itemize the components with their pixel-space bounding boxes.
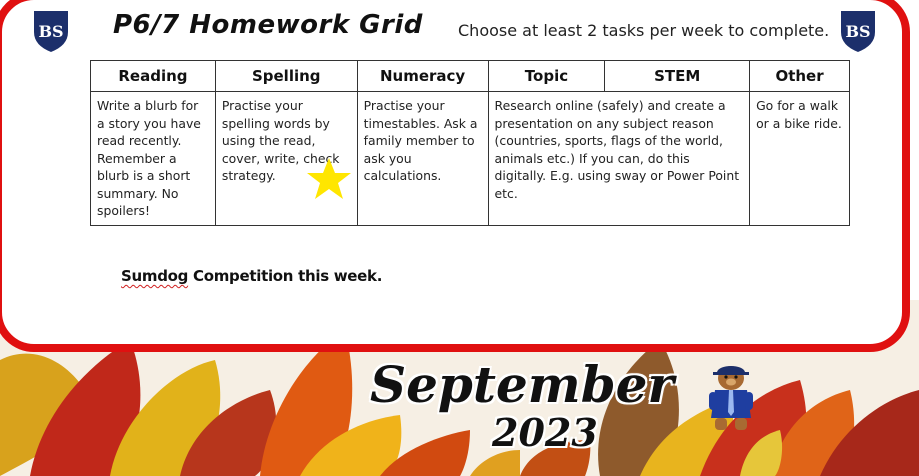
column-header-topic: Topic	[488, 61, 605, 92]
column-header-numeracy: Numeracy	[357, 61, 488, 92]
task-topic-stem: Research online (safely) and create a presentation on any subject reason (countries, sports, flags of the world, animals etc.) If you can, do this digitally. E.g. using sway or Power Point etc.	[488, 92, 750, 226]
column-header-stem: STEM	[605, 61, 750, 92]
instruction-text: Choose at least 2 tasks per week to complete.	[458, 21, 830, 40]
month-heading: September	[370, 355, 674, 414]
task-numeracy: Practise your timestables. Ask a family member to ask you calculations.	[357, 92, 488, 226]
year-heading: 2023	[492, 410, 598, 455]
homework-grid-table	[90, 60, 850, 226]
column-header-other: Other	[750, 61, 850, 92]
star-icon	[305, 156, 353, 202]
task-spelling: Practise your spelling words by using the read, cover, write, check strategy.	[215, 92, 357, 226]
teddy-bear-mascot-icon	[705, 362, 757, 434]
column-header-spelling: Spelling	[215, 61, 357, 92]
school-crest-right-icon	[838, 8, 878, 54]
task-other: Go for a walk or a bike ride.	[750, 92, 850, 226]
sumdog-note	[121, 267, 382, 285]
column-header-reading: Reading	[91, 61, 216, 92]
sumdog-word: Sumdog	[121, 267, 189, 285]
sumdog-note-rest: Competition this week.	[188, 267, 383, 285]
school-crest-left-icon	[31, 8, 71, 54]
table-row	[91, 92, 850, 226]
crest-text: BS	[845, 22, 871, 41]
page-title: P6/7 Homework Grid	[113, 10, 423, 40]
crest-text: BS	[38, 22, 64, 41]
task-reading: Write a blurb for a story you have read recently. Remember a blurb is a short summary. No spoilers!	[91, 92, 216, 226]
table-header-row	[91, 61, 850, 92]
